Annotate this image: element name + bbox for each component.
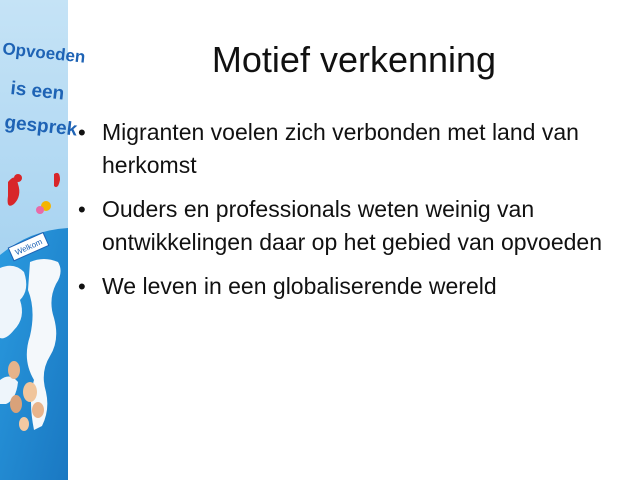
bullet-marker: • [78,197,86,222]
bullet-text: We leven in een globaliserende wereld [102,273,497,299]
banner-illustration [0,0,87,480]
logo-line-3: gesprek [3,112,79,141]
welcome-sign-text: Welkom [13,237,44,258]
list-item [78,116,618,182]
slide-title: Motief verkenning [211,39,497,80]
list-item [78,193,618,259]
bullet-text: Migranten voelen zich verbonden met land van herkomst [102,119,579,178]
bullet-marker: • [78,120,86,145]
logo-line-2: is een [9,78,66,105]
bullet-text: Ouders en professionals weten weinig van ontwikkelingen daar op het gebied van opvoeden [102,196,602,255]
bullet-list [78,116,618,314]
bullet-marker: • [78,274,86,299]
side-banner [0,0,87,480]
list-item [78,270,618,303]
logo-line-1: Opvoeden [1,39,87,67]
